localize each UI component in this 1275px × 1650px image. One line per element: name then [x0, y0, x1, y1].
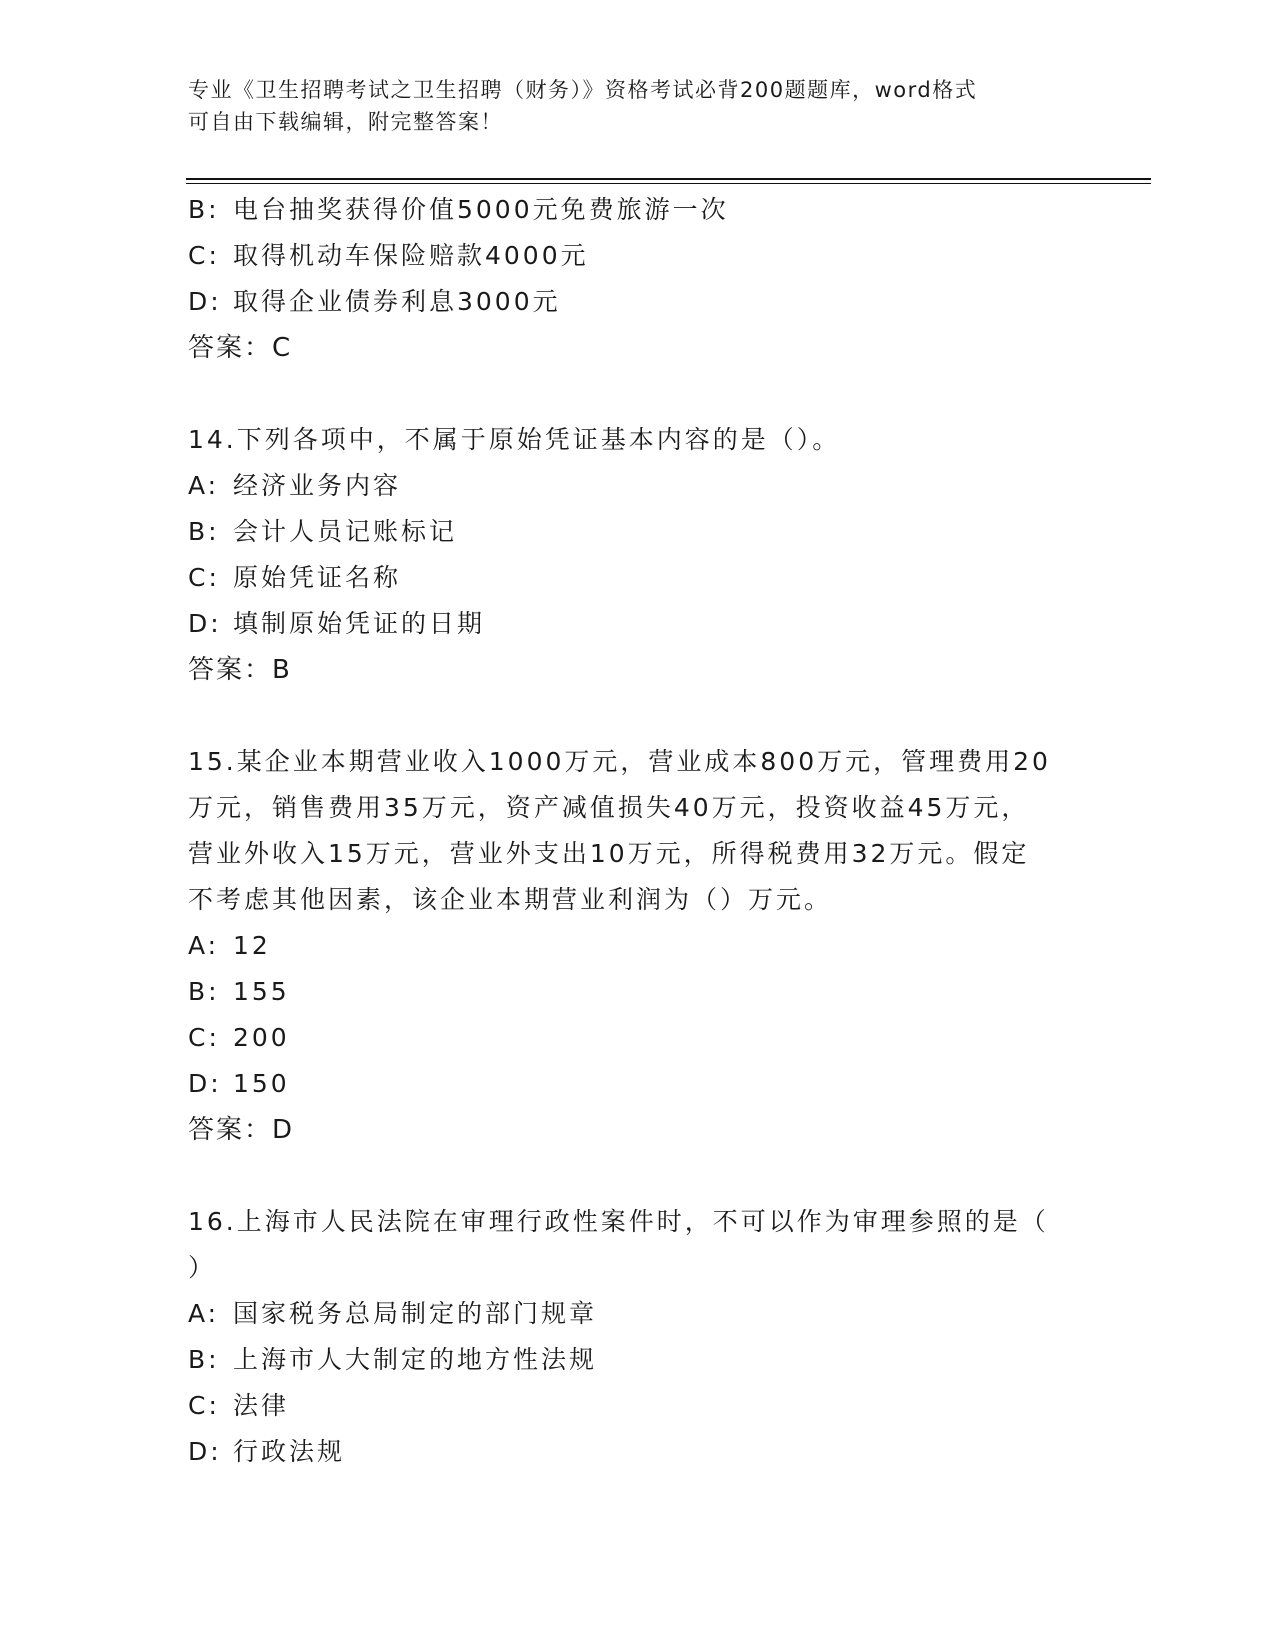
- option-label: D:: [188, 287, 222, 316]
- question-stem-line-3: 营业外收入15万元，营业外支出10万元，所得税费用32万元。假定: [188, 839, 1030, 868]
- question-stem-line-1: 16.上海市人民法院在审理行政性案件时，不可以作为审理参照的是（: [188, 1207, 1049, 1236]
- option-label: B:: [188, 195, 220, 224]
- option-label: C:: [188, 1023, 220, 1052]
- option-text: 150: [233, 1069, 290, 1098]
- option-c: [188, 233, 1088, 279]
- spacer: [188, 693, 1088, 739]
- option-text: 行政法规: [233, 1437, 346, 1466]
- option-text: 法律: [233, 1391, 290, 1420]
- option-label: D:: [188, 1437, 222, 1466]
- option-text: 会计人员记账标记: [233, 517, 458, 546]
- option-text: 155: [233, 977, 290, 1006]
- answer-line: 答案：B: [188, 655, 292, 685]
- question-list: [188, 187, 1088, 1475]
- spacer: [188, 371, 1088, 417]
- header-divider-thick: [186, 178, 1151, 180]
- option-text: 电台抽奖获得价值5000元免费旅游一次: [233, 195, 729, 224]
- header-divider-thin: [186, 183, 1151, 184]
- option-b: [188, 1337, 1088, 1383]
- option-text: 取得机动车保险赔款4000元: [233, 241, 589, 270]
- header-title-line-2: 可自由下载编辑，附完整答案！: [188, 110, 503, 134]
- option-label: A:: [188, 1299, 220, 1328]
- option-d: [188, 1429, 1088, 1475]
- option-c: [188, 1015, 1088, 1061]
- question-15: [188, 739, 1088, 1153]
- option-text: 取得企业债券利息3000元: [233, 287, 561, 316]
- option-label: C:: [188, 1391, 220, 1420]
- question-stem-line-4: 不考虑其他因素，该企业本期营业利润为（）万元。: [188, 885, 833, 914]
- answer-line: 答案：C: [188, 333, 293, 363]
- spacer: [188, 1153, 1088, 1199]
- option-text: 12: [233, 931, 271, 960]
- question-16: [188, 1199, 1088, 1475]
- option-label: C:: [188, 241, 220, 270]
- question-13-tail: [188, 187, 1088, 371]
- option-b: [188, 187, 1088, 233]
- option-b: [188, 969, 1088, 1015]
- option-d: [188, 279, 1088, 325]
- option-d: [188, 1061, 1088, 1107]
- question-stem-line-1: 15.某企业本期营业收入1000万元，营业成本800万元，管理费用20: [188, 747, 1051, 776]
- option-d: [188, 601, 1088, 647]
- option-label: B:: [188, 1345, 220, 1374]
- header-title-line-1: 专业《卫生招聘考试之卫生招聘（财务）》资格考试必背200题题库，word格式: [188, 78, 978, 102]
- option-text: 国家税务总局制定的部门规章: [233, 1299, 598, 1328]
- option-text: 填制原始凭证的日期: [233, 609, 486, 638]
- answer-line: 答案：D: [188, 1115, 295, 1145]
- option-text: 经济业务内容: [233, 471, 402, 500]
- question-stem-line-2: ）: [188, 1253, 217, 1282]
- option-c: [188, 555, 1088, 601]
- option-b: [188, 509, 1088, 555]
- option-label: A:: [188, 471, 220, 500]
- option-label: C:: [188, 563, 220, 592]
- option-label: A:: [188, 931, 220, 960]
- question-stem: 14.下列各项中，不属于原始凭证基本内容的是（）。: [188, 425, 841, 454]
- document-header: [188, 74, 1068, 138]
- option-text: 上海市人大制定的地方性法规: [233, 1345, 598, 1374]
- option-text: 原始凭证名称: [233, 563, 402, 592]
- option-a: [188, 923, 1088, 969]
- option-text: 200: [233, 1023, 290, 1052]
- option-label: B:: [188, 977, 220, 1006]
- option-label: D:: [188, 1069, 222, 1098]
- option-a: [188, 463, 1088, 509]
- option-a: [188, 1291, 1088, 1337]
- question-14: [188, 417, 1088, 693]
- option-label: D:: [188, 609, 222, 638]
- option-c: [188, 1383, 1088, 1429]
- option-label: B:: [188, 517, 220, 546]
- question-stem-line-2: 万元，销售费用35万元，资产减值损失40万元，投资收益45万元，: [188, 793, 1030, 822]
